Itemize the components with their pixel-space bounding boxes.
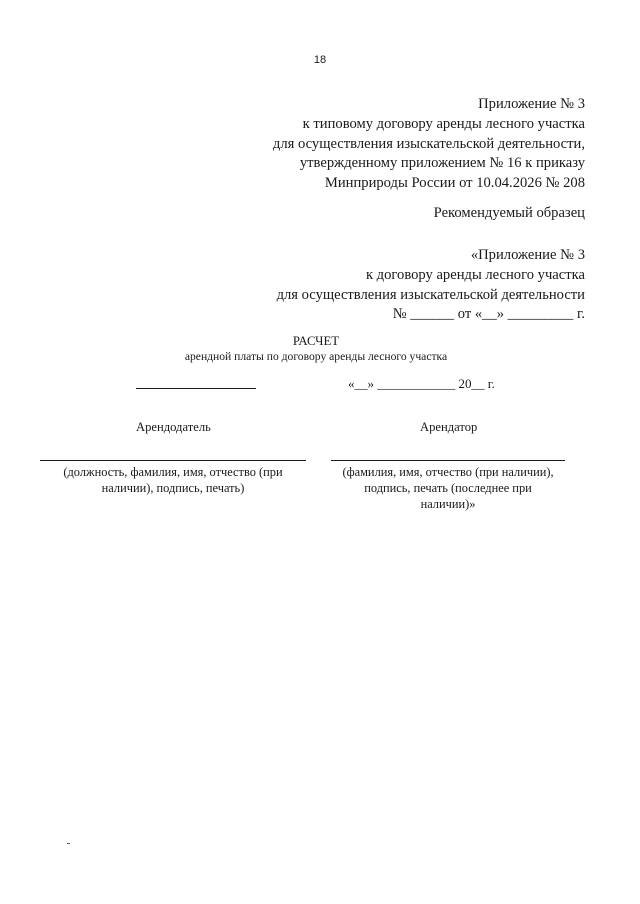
- landlord-signature-line: [40, 460, 306, 461]
- caption-line: наличии), подпись, печать): [101, 481, 245, 495]
- appendix-block: [277, 246, 585, 325]
- landlord-role: Арендодатель: [136, 420, 211, 434]
- header-line: для осуществления изыскательской деятельности,: [272, 135, 585, 152]
- scan-speck: [67, 843, 70, 844]
- document-title: РАСЧЕТ: [292, 334, 340, 348]
- header-line: Приложение № 3: [478, 96, 585, 112]
- caption-line: (фамилия, имя, отчество (при наличии),: [342, 465, 554, 479]
- date-line: «__» ____________ 20__ г.: [348, 376, 495, 391]
- tenant-signature-line: [331, 460, 565, 461]
- caption-line: (должность, фамилия, имя, отчество (при: [63, 465, 283, 479]
- caption-line: наличии)»: [420, 497, 476, 511]
- landlord-caption: [40, 464, 306, 496]
- page-number: 18: [313, 54, 327, 66]
- tenant-caption: [322, 464, 574, 512]
- header-line: к типовому договору аренды лесного участка: [302, 115, 585, 132]
- appendix-line: для осуществления изыскательской деятельности: [276, 286, 585, 303]
- appendix-line: № ______ от «__» _________ г.: [392, 306, 585, 323]
- appendix-line: «Приложение № 3: [470, 247, 585, 263]
- sample-label: Рекомендуемый образец: [433, 205, 585, 221]
- header-line: Минприроды России от 10.04.2026 № 208: [324, 175, 585, 192]
- document-subtitle: арендной платы по договору аренды лесного участка: [184, 350, 448, 363]
- header-line: утвержденному приложением № 16 к приказу: [299, 155, 585, 172]
- header-block: [273, 95, 585, 194]
- caption-line: подпись, печать (последнее при: [364, 481, 532, 495]
- tenant-role: Арендатор: [420, 420, 478, 434]
- appendix-line: к договору аренды лесного участка: [365, 266, 585, 283]
- place-blank-line: [136, 374, 256, 389]
